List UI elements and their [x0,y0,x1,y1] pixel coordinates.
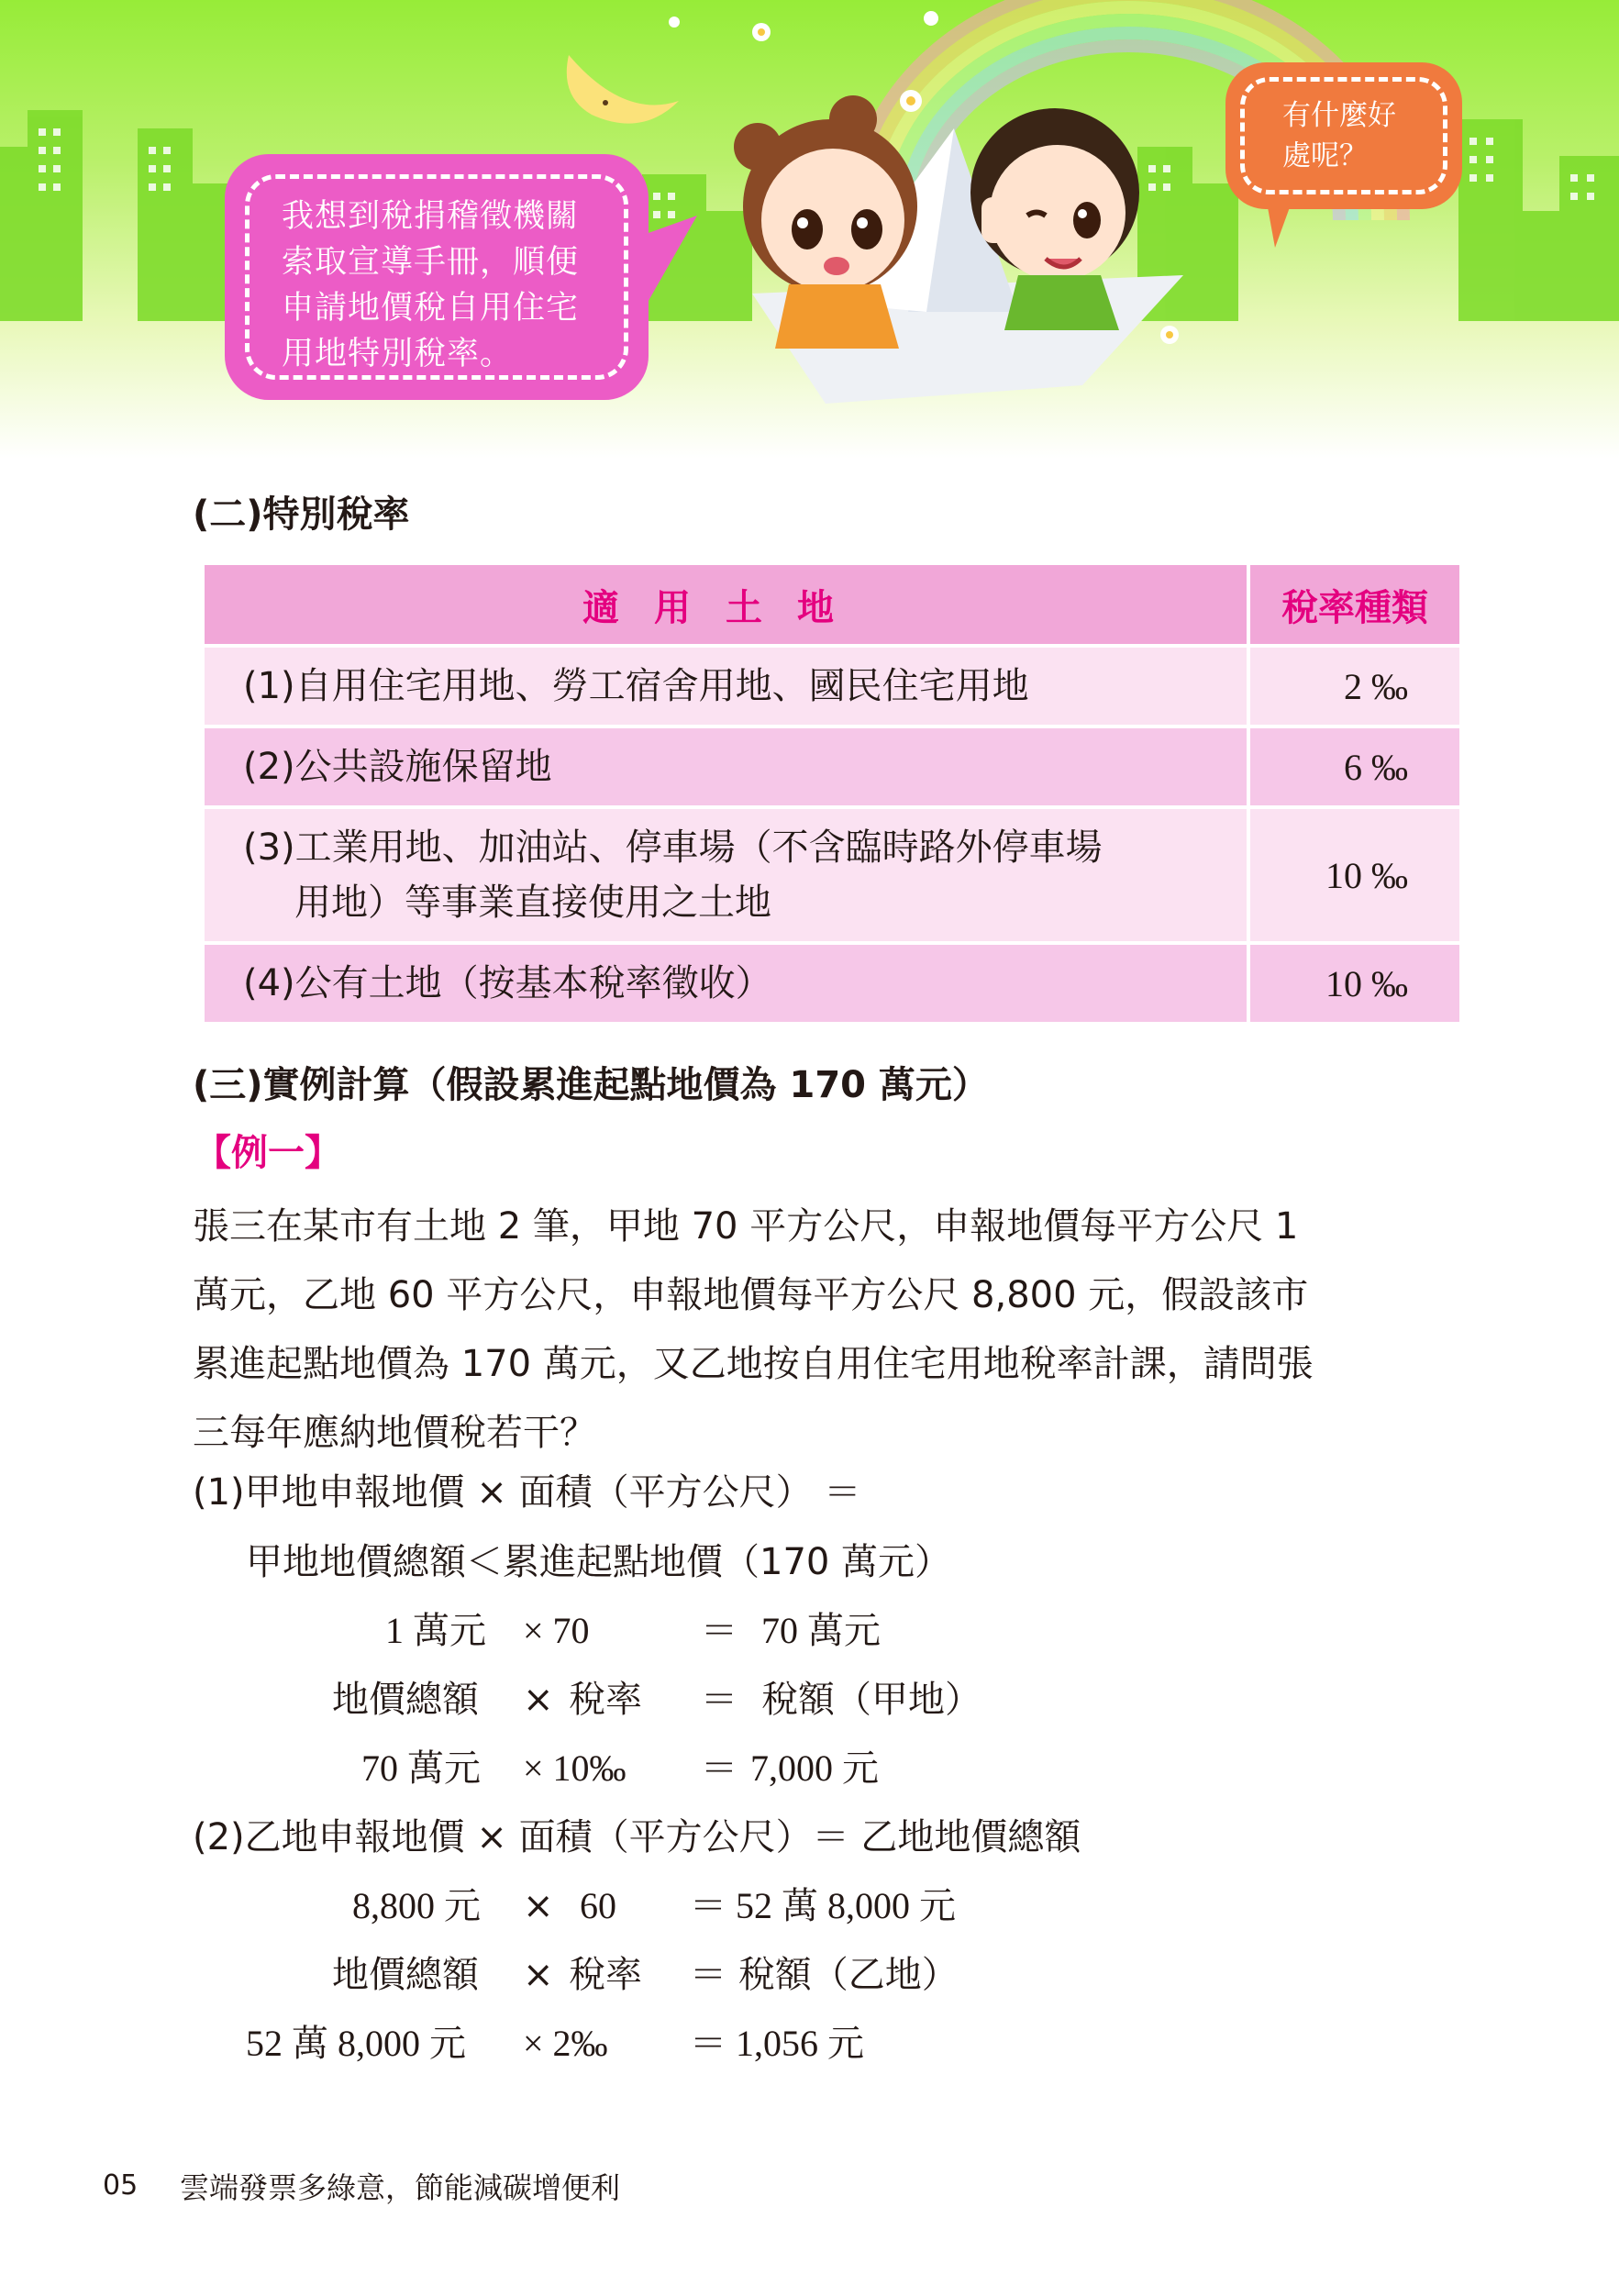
bubble-left-line: 我想到稅捐稽徵機關 [282,198,580,235]
table-cell-land [205,945,1247,1022]
paragraph-line: 張三在某市有土地 2 筆，甲地 70 平方公尺，申報地價每平方公尺 1 [193,1205,1299,1248]
column-header-land: 適用土地 [205,565,1247,644]
table-row [205,809,1459,941]
calc-cell: 地價總額 [332,1954,479,1996]
calc-cell: × 2‰ [523,2023,608,2064]
bubble-left-line: 用地特別稅率。 [282,336,514,372]
table-row [205,728,1459,805]
paragraph-line: 累進起點地價為 170 萬元，又乙地按自用住宅用地稅率計課，請問張 [193,1343,1314,1385]
table-cell-land [205,809,1247,941]
table-header-row [205,565,1459,644]
calc-cell: 7,000 元 [750,1747,879,1789]
table-row [205,648,1459,725]
column-header-rate: 稅率種類 [1250,565,1459,644]
bubble-right-line: 處呢？ [1282,139,1368,172]
calc-cell: ＝ [701,1679,737,1721]
calc-step-1-formula: (1)甲地申報地價 × 面積（平方公尺） ＝ [193,1471,861,1514]
calc-cell: × [523,1885,554,1927]
calc-cell: × 10‰ [523,1747,627,1789]
calc-cell: 70 萬元 [761,1610,881,1651]
page-number: 05 [103,2169,139,2202]
bubble-left-line: 索取宣導手冊，順便 [282,244,580,281]
land-text: (2)公共設施保留地 [243,746,552,788]
table-cell-rate: 6 ‰ [1250,728,1459,805]
calc-cell: 70 萬元 [361,1747,481,1789]
land-text: (4)公有土地（按基本稅率徵收） [243,962,772,1004]
calc-cell: 8,800 元 [352,1885,481,1926]
calc-cell: ＝ 1,056 元 [690,2023,864,2064]
land-text: (1)自用住宅用地、勞工宿舍用地、國民住宅用地 [243,665,1029,707]
example-paragraph [193,1192,1477,1468]
calc-cell: 稅率 [569,1679,642,1721]
calc-step-1-condition: 甲地地價總額＜累進起點地價（170 萬元） [246,1541,952,1583]
calc-cell: × [523,1954,554,1996]
footer-slogan: 雲端發票多綠意，節能減碳增便利 [180,2170,621,2205]
table-cell-rate: 2 ‰ [1250,648,1459,725]
special-rate-table [201,561,1463,1026]
bubble-right-line: 有什麼好 [1282,99,1396,132]
table-cell-rate: 10 ‰ [1250,945,1459,1022]
calc-cell: 52 萬 8,000 元 [246,2023,466,2064]
paragraph-line: 三每年應納地價稅若干？ [193,1412,596,1454]
example-label: 【例一】 [194,1132,341,1174]
table-cell-land [205,648,1247,725]
paragraph-line: 萬元，乙地 60 平方公尺，申報地價每平方公尺 8,800 元，假設該市 [193,1274,1309,1316]
calc-cell: × 70 [523,1610,590,1651]
bubble-left-line: 申請地價稅自用住宅 [282,290,580,327]
calc-cell: × [523,1679,554,1721]
speech-bubble-left [225,154,649,400]
moon-icon [567,55,679,124]
calc-cell: ＝ [701,1610,737,1652]
calc-cell: 稅率 [569,1954,642,1996]
land-text-continued: 用地）等事業直接使用之土地 [294,882,771,924]
calc-cell: 地價總額 [332,1679,479,1721]
section-title-example-calc: (三)實例計算（假設累進起點地價為 170 萬元） [193,1064,989,1106]
calc-step-2-formula: (2)乙地申報地價 × 面積（平方公尺）＝ 乙地地價總額 [193,1816,1081,1858]
header-illustration [0,0,1619,459]
table-cell-rate: 10 ‰ [1250,809,1459,941]
table-cell-land [205,728,1247,805]
calc-cell: 稅額（甲地） [761,1679,981,1721]
speech-bubble-right [1225,62,1462,209]
section-title-special-rate: (二)特別稅率 [193,494,410,536]
calc-cell: 60 [580,1885,616,1926]
table-row [205,945,1459,1022]
calc-cell: ＝ [701,1747,737,1790]
land-text: (3)工業用地、加油站、停車場（不含臨時路外停車場 [243,826,1103,869]
calc-cell: 1 萬元 [385,1610,486,1651]
calc-cell: ＝ 52 萬 8,000 元 [690,1885,956,1926]
calc-cell: ＝ 稅額（乙地） [690,1954,959,1996]
